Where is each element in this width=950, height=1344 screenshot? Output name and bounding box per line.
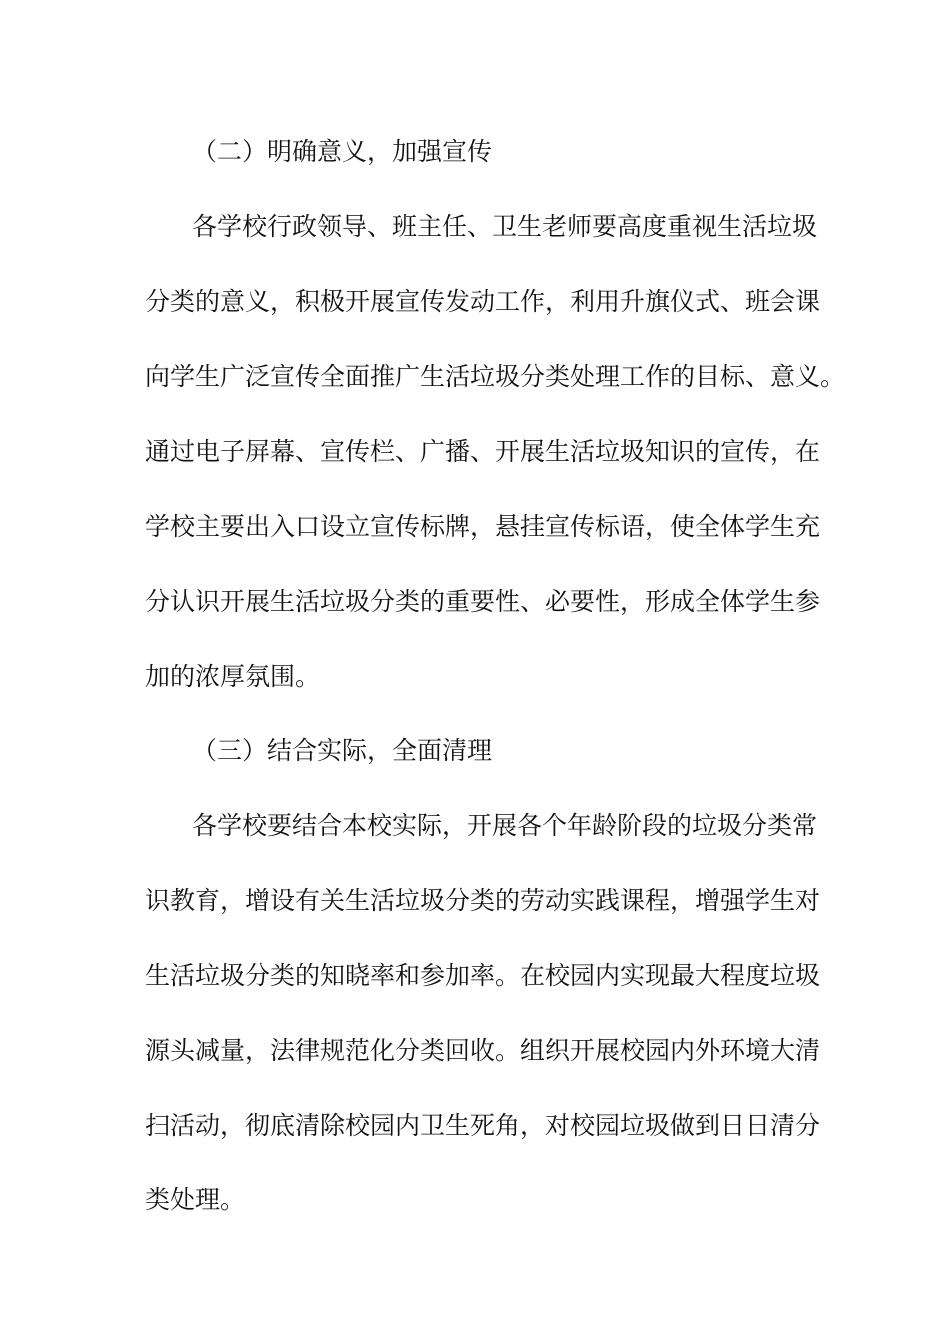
paragraph-line: 生活垃圾分类的知晓率和参加率。在校园内实现最大程度垃圾: [145, 961, 821, 990]
paragraph-line: 向学生广泛宣传全面推广生活垃圾分类处理工作的目标、意义。: [145, 362, 846, 391]
section-heading-2: （二）明确意义，加强宣传: [192, 137, 493, 166]
paragraph-line: 通过电子屏幕、宣传栏、广播、开展生活垃圾知识的宣传，在: [145, 437, 821, 466]
paragraph-line: 加的浓厚氛围。: [145, 662, 321, 691]
paragraph-line: 源头减量，法律规范化分类回收。组织开展校园内外环境大清: [145, 1036, 821, 1065]
paragraph-line: 分认识开展生活垃圾分类的重要性、必要性，形成全体学生参: [145, 587, 821, 616]
paragraph-line: 各学校行政领导、班主任、卫生老师要高度重视生活垃圾: [192, 212, 818, 241]
paragraph-line: 各学校要结合本校实际，开展各个年龄阶段的垃圾分类常: [192, 811, 818, 840]
paragraph-line: 识教育，增设有关生活垃圾分类的劳动实践课程，增强学生对: [145, 886, 821, 915]
paragraph-line: 扫活动，彻底清除校园内卫生死角，对校园垃圾做到日日清分: [145, 1111, 821, 1140]
paragraph-line: 分类的意义，积极开展宣传发动工作，利用升旗仪式、班会课: [145, 287, 821, 316]
section-heading-3: （三）结合实际，全面清理: [192, 736, 493, 765]
paragraph-line: 学校主要出入口设立宣传标牌，悬挂宣传标语，使全体学生充: [145, 512, 821, 541]
paragraph-line: 类处理。: [145, 1185, 246, 1214]
